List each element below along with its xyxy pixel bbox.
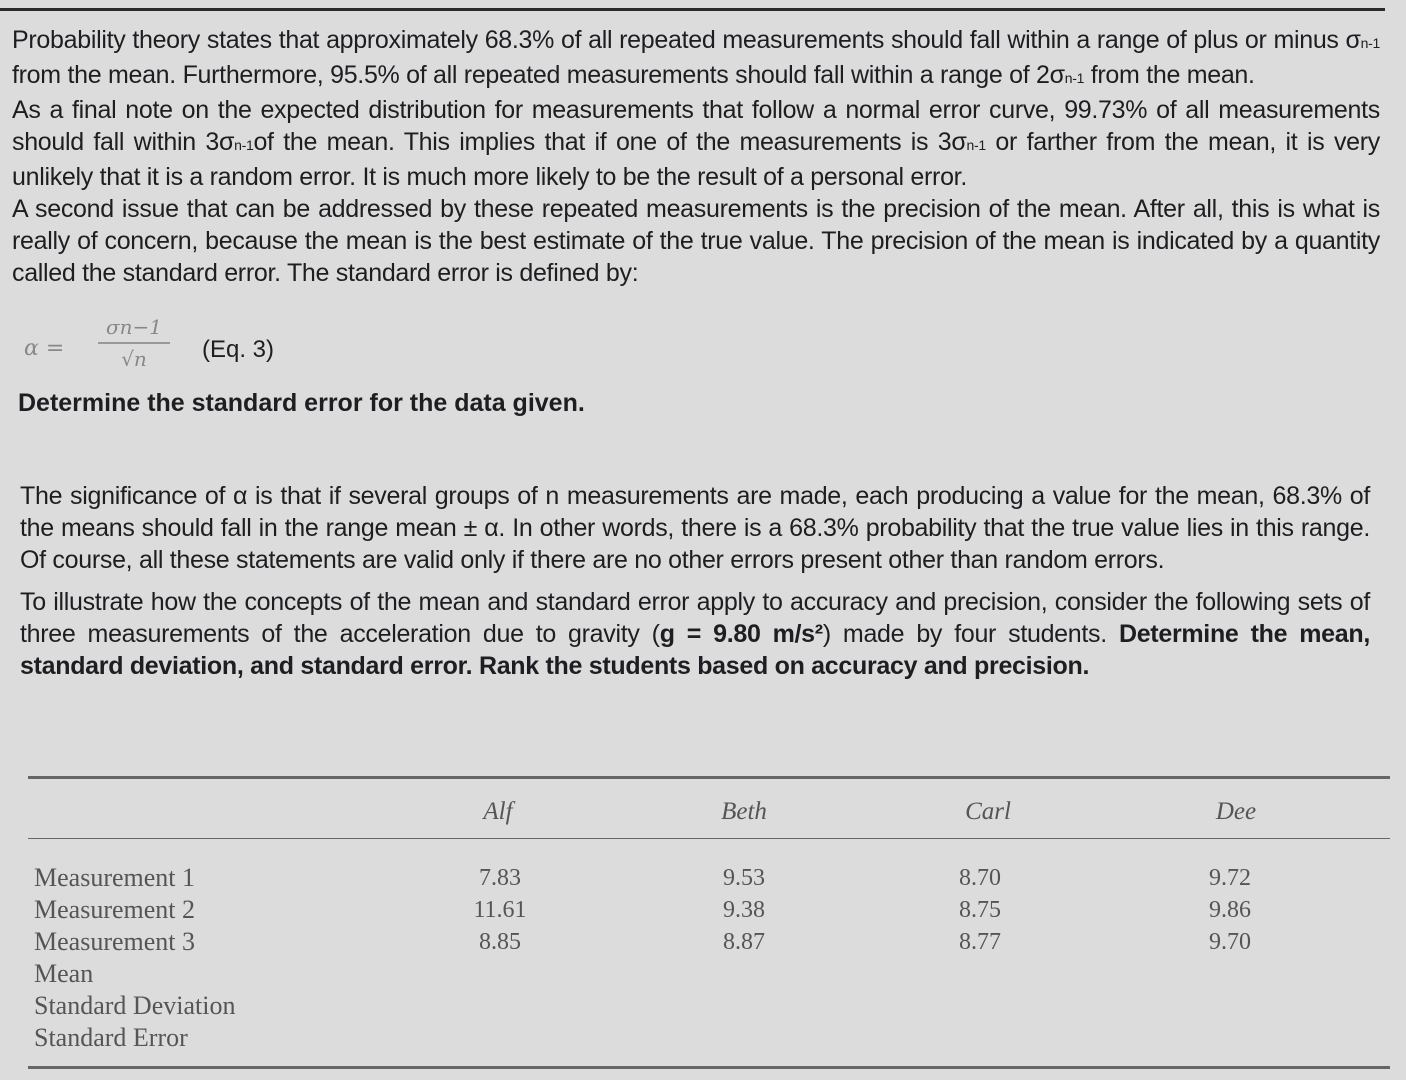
equation-lhs: α = — [24, 336, 65, 361]
row-label-mean: Mean — [34, 959, 94, 988]
cell-dee-m1: 9.72 — [1209, 865, 1251, 891]
equation-fraction — [94, 314, 174, 372]
gravity-table — [28, 776, 1390, 1071]
row-label-measurement-3: Measurement 3 — [34, 927, 196, 956]
col-header-beth: Beth — [721, 798, 767, 825]
significance-text — [20, 480, 1370, 692]
equation-3 — [24, 312, 624, 392]
row-label-standard-error: Standard Error — [34, 1023, 188, 1052]
row-label-measurement-1: Measurement 1 — [34, 863, 196, 892]
row-label-standard-deviation: Standard Deviation — [34, 991, 236, 1020]
paragraph-significance: The significance of α is that if several groups of n measurements are made, each producing a value for the mean, 68.3% of the means should fall in the range mean ± α. In other words, there is a 68.3% probability that the true value lies in this range. Of course, all these statements are valid only if there are no other errors present other than random errors. — [20, 482, 1370, 574]
col-header-alf: Alf — [483, 798, 513, 825]
cell-carl-m3: 8.77 — [959, 929, 1001, 955]
cell-carl-m2: 8.75 — [959, 897, 1001, 923]
cell-beth-m2: 9.38 — [723, 897, 765, 923]
instruction-standard-error: Determine the standard error for the data given. — [18, 389, 585, 417]
top-rule — [0, 8, 1385, 11]
equation-denominator: √n — [121, 347, 147, 371]
intro-text — [12, 24, 1380, 289]
col-header-carl: Carl — [965, 798, 1011, 825]
equation-label: (Eq. 3) — [202, 336, 275, 363]
fraction-bar — [98, 342, 170, 344]
paragraph-final-note: As a final note on the expected distribution for measurements that follow a normal error curve, 99.73% of all measurements should fall within 3σn-1of the mean. This implies that if one of the measurements is 3σn-1 or farther from the mean, it is very unlikely that it is a random error. It is much more likely to be the result of a personal error. — [12, 96, 1381, 191]
cell-alf-m3: 8.85 — [479, 929, 521, 955]
cell-dee-m3: 9.70 — [1209, 929, 1251, 955]
paragraph-illustrate: To illustrate how the concepts of the mean and standard error apply to accuracy and precision, consider the following sets of three measurements of the acceleration due to gravity (g = 9.80 m/s²) made by four students. Determine the mean, standard deviation, and standard error. Rank the students based on accuracy and precision. — [20, 588, 1371, 680]
table-bottom-rule — [28, 1066, 1390, 1069]
table-header-rule — [28, 838, 1390, 839]
row-label-measurement-2: Measurement 2 — [34, 895, 196, 924]
col-header-dee: Dee — [1215, 798, 1257, 825]
paragraph-standard-error: A second issue that can be addressed by these repeated measurements is the precision of the mean. After all, this is what is really of concern, because the mean is the best estimate of the true value. The precision of the mean is indicated by a quantity called the standard error. The standard error is defined by: — [12, 195, 1380, 287]
equation-numerator: σn−1 — [105, 315, 162, 339]
cell-alf-m2: 11.61 — [473, 897, 527, 923]
cell-beth-m3: 8.87 — [723, 929, 765, 955]
cell-dee-m2: 9.86 — [1209, 897, 1251, 923]
cell-beth-m1: 9.53 — [723, 865, 765, 891]
cell-carl-m1: 8.70 — [959, 865, 1001, 891]
paragraph-probability: Probability theory states that approximately 68.3% of all repeated measurements should fall within a range of plus or minus σn-1 from the mean. Furthermore, 95.5% of all repeated measurements should fall within a range of 2σn-1 from the mean. — [12, 26, 1380, 89]
cell-alf-m1: 7.83 — [479, 865, 521, 891]
table-top-rule — [28, 776, 1390, 779]
